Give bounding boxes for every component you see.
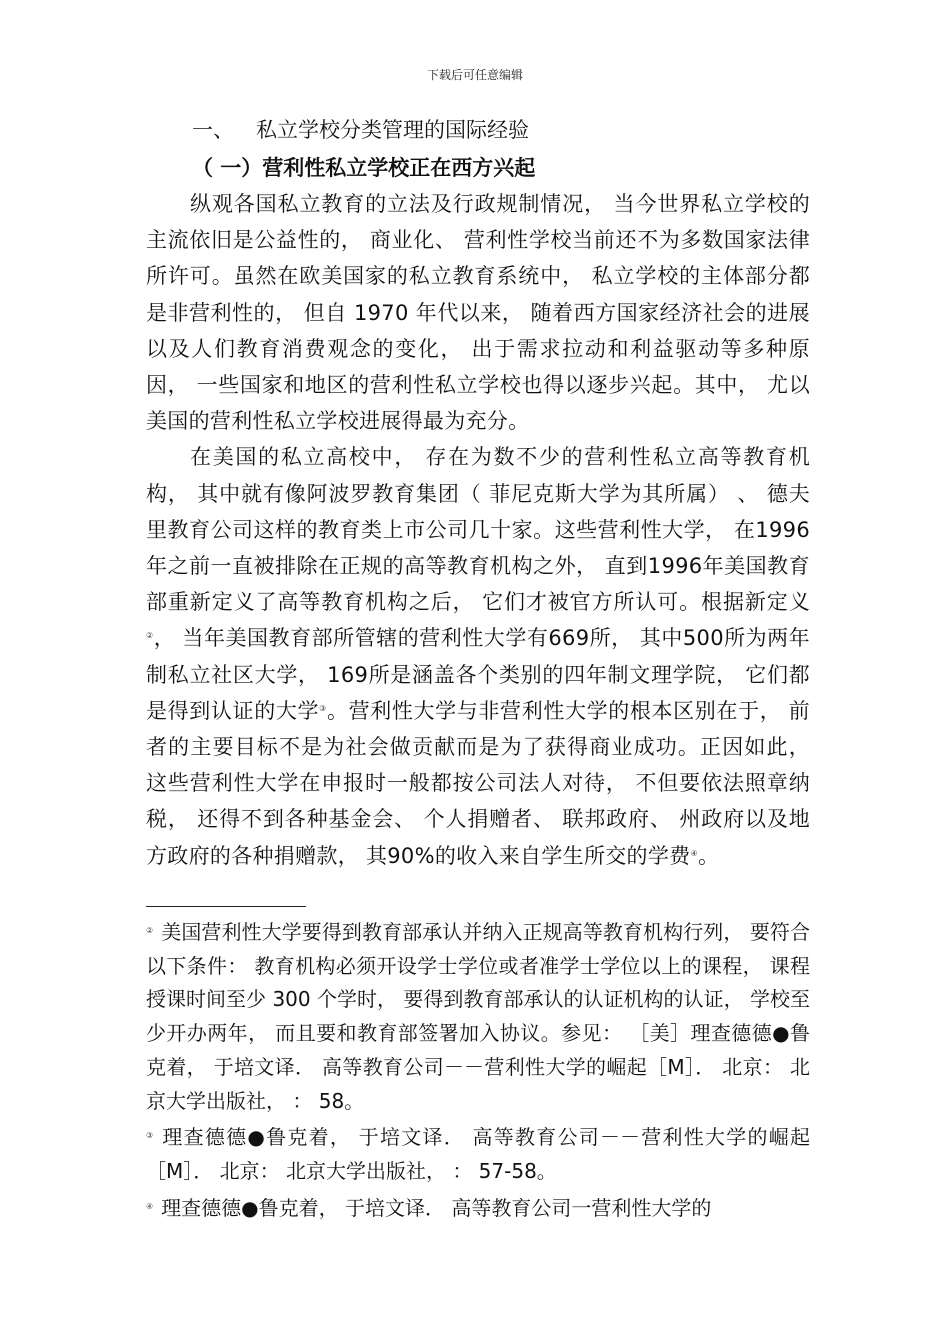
footnote-mark: ③ bbox=[146, 1131, 155, 1141]
paragraph-2-part-4: 。 bbox=[697, 843, 720, 868]
document-body bbox=[146, 112, 810, 874]
footnote-ref-4[interactable]: ④ bbox=[690, 848, 698, 858]
section-title: 私立学校分类管理的国际经验 bbox=[256, 118, 529, 142]
paragraph-2 bbox=[146, 439, 810, 873]
paragraph-2-part-3: 。营利性大学与非营利性大学的根本区别在于， 前者的主要目标不是为社会做贡献而是为了获得商业成功。正因如此， 这些营利性大学在申报时一般都按公司法人对待， 不但要依法照章纳税， 还得不到各种基金会、 个人捐赠者、 联邦政府、 州政府以及地方政府的各种捐赠款， 其90%的收入来自学生所交的学费 bbox=[146, 698, 810, 868]
paragraph-2-part-2: ， 当年美国教育部所管辖的营利性大学有669所， 其中500所为两年制私立社区大学， 169所是涵盖各个类别的四年制文理学院， 它们都是得到认证的大学 bbox=[146, 626, 810, 723]
footnote-text: 理查德德●鲁克着， 于培文译． 高等教育公司－－营利性大学的崛起［M］． 北京： 北京大学出版社， ： 57-58。 bbox=[146, 1125, 810, 1183]
section-heading bbox=[192, 112, 810, 148]
paragraph-2-part-1: 在美国的私立高校中， 存在为数不少的营利性私立高等教育机构， 其中就有像阿波罗教育集团（ 菲尼克斯大学为其所属） 、 德夫里教育公司这样的教育类上市公司几十家。这些营利性大学， 在1996年之前一直被排除在正规的高等教育机构之外， 直到1996年美国教育部重新定义了高等教育机构之后， 它们才被官方所认可。根据新定义 bbox=[146, 445, 811, 615]
footnotes bbox=[146, 914, 810, 1226]
footnote-2 bbox=[146, 914, 810, 1118]
footnote-mark: ④ bbox=[146, 1201, 154, 1211]
footnote-mark: ② bbox=[146, 926, 154, 935]
footnote-separator bbox=[146, 906, 306, 907]
footnote-ref-2[interactable]: ② bbox=[146, 631, 154, 641]
footnote-text: 美国营利性大学要得到教育部承认并纳入正规高等教育机构行列， 要符合以下条件： 教育机构必须开设学士学位或者准学士学位以上的课程， 课程授课时间至少 300 个学时， 要得到教育部承认的认证机构的认证， 学校至少开办两年， 而且要和教育部签署加入协议。参见： ［美］理查德德●鲁克着， 于培文译． 高等教育公司－－营利性大学的崛起［M］． 北京： 北京大学出版社， ： 58。 bbox=[146, 920, 811, 1113]
page-header: 下载后可任意编辑 bbox=[426, 68, 523, 82]
subsection-heading: （ 一）营利性私立学校正在西方兴起 bbox=[192, 156, 536, 180]
section-number: 一、 bbox=[192, 118, 234, 142]
footnote-3 bbox=[146, 1119, 810, 1188]
paragraph-1: 纵观各国私立教育的立法及行政规制情况， 当今世界私立学校的主流依旧是公益性的， 商业化、 营利性学校当前还不为多数国家法律所许可。虽然在欧美国家的私立教育系统中， 私立学校的主体部分都是非营利性的， 但自 1970 年代以来， 随着西方国家经济社会的进展以及人们教育消费观念的变化， 出于需求拉动和利益驱动等多种原因， 一些国家和地区的营利性私立学校也得以逐步兴起。其中， 尤以美国的营利性私立学校进展得最为充分。 bbox=[146, 192, 810, 434]
footnote-text: 理查德德●鲁克着， 于培文译． 高等教育公司一营利性大学的 bbox=[161, 1195, 712, 1220]
footnote-ref-3[interactable]: ③ bbox=[319, 703, 327, 713]
footnote-4 bbox=[146, 1190, 810, 1226]
